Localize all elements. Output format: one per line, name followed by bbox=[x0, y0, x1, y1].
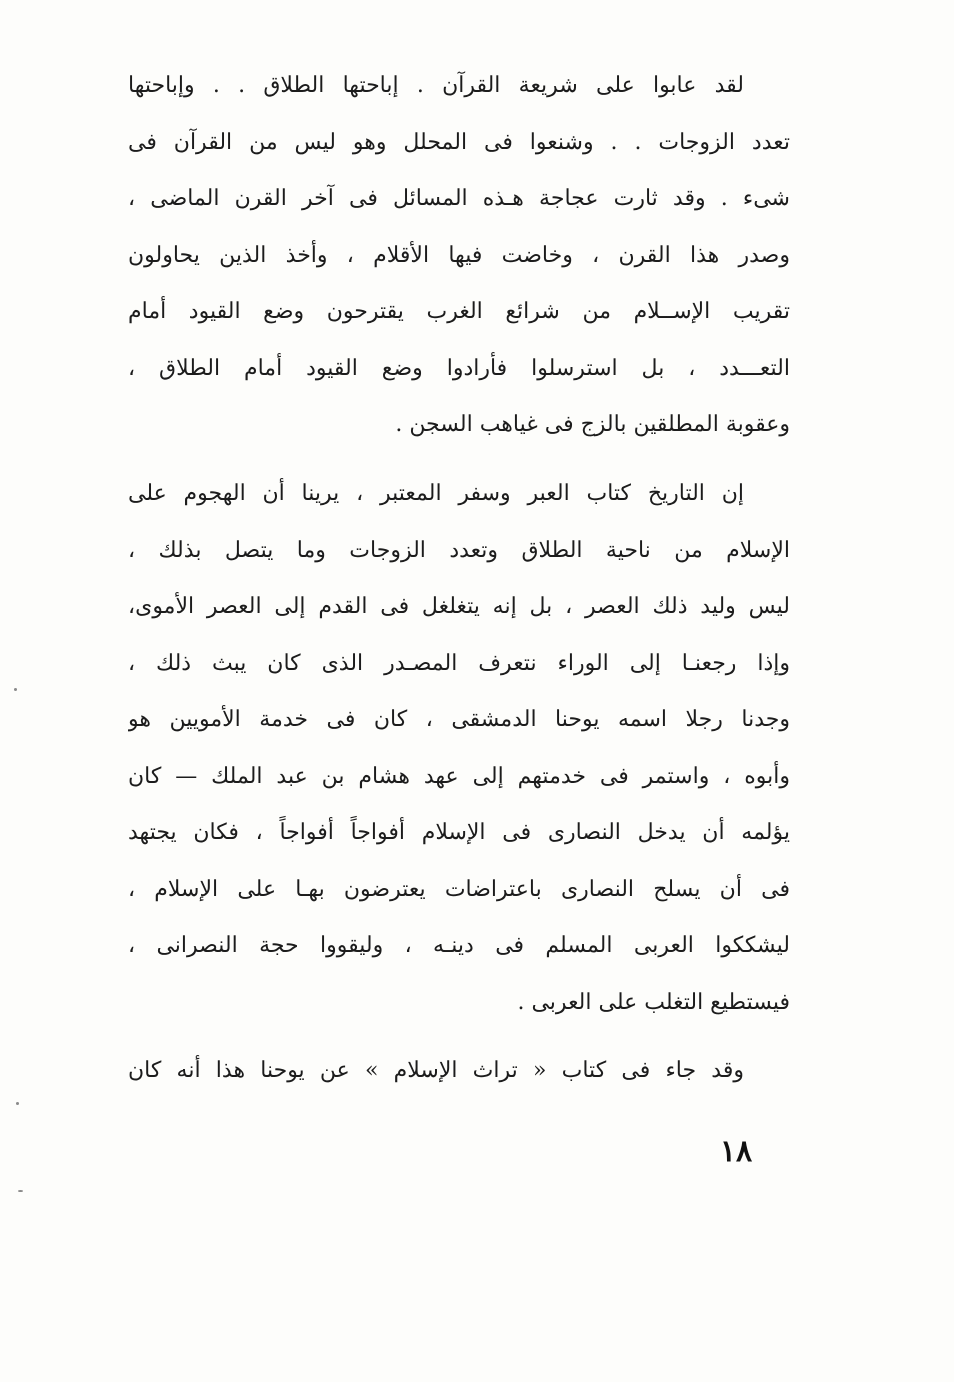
text-line: فى أن يسلح النصارى باعتراضات يعترضون بهـا على الإسلام ، bbox=[128, 876, 790, 902]
text-line: ليشككوا العربى المسلم فى دينـه ، وليقووا حجة النصرانى ، bbox=[128, 933, 790, 958]
text-line: فيستطيع التغلب على العربى . bbox=[517, 989, 790, 1015]
scan-speck bbox=[16, 1102, 19, 1105]
paragraph-2 bbox=[128, 466, 790, 1031]
text-line: ليس وليد ذلك العصر ، بل إنه يتغلغل فى القدم إلى العصر الأموى، bbox=[128, 594, 790, 619]
paragraph-3 bbox=[128, 1043, 790, 1100]
text-line: شىء . وقد ثارت عجاجة هـذه المسائل فى آخر القرن الماضى ، bbox=[128, 186, 790, 211]
text-line: الإسلام من ناحية الطلاق وتعدد الزوجات وما يتصل بذلك ، bbox=[128, 537, 790, 563]
text-line: وقد جاء فى كتاب « تراث الإسلام » عن يوحنا هذا أنه كان bbox=[128, 1058, 744, 1083]
paragraph-1 bbox=[128, 58, 790, 454]
text-line: وأبوه ، واستمر فى خدمتهم إلى عهد هشام بن عبد الملك — كان bbox=[128, 763, 790, 789]
text-line: يؤلمه أن يدخل النصارى فى الإسلام أفواجاً أفواجاً ، فكان يجتهد bbox=[128, 820, 790, 845]
text-line: لقد عابوا على شريعة القرآن . إباحتها الطلاق . . وإباحتها bbox=[128, 73, 744, 98]
text-line: وجدنا رجلا اسمه يوحنا الدمشقى ، كان فى خدمة الأمويين هو bbox=[128, 707, 790, 732]
text-line: وصدر هذا القرن ، وخاضت فيها الأقلام ، وأخذ الذين يحاولون bbox=[128, 242, 790, 268]
text-line: تعدد الزوجات . . وشنعوا فى المحلل وهو ليس من القرآن فى bbox=[128, 129, 790, 155]
page-number: ١٨ bbox=[719, 1134, 753, 1169]
text-line: التعـــدد ، بل استرسلوا فأرادوا وضع القيود أمام الطلاق ، bbox=[128, 355, 790, 381]
text-line: وإذا رجعنـا إلى الوراء نتعرف المصـدر الذى كان يبث ذلك ، bbox=[128, 650, 790, 676]
scan-speck bbox=[18, 1190, 23, 1192]
text-line: إن التاريخ كتاب العبر وسفر المعتبر ، يرينا أن الهجوم على bbox=[128, 481, 744, 506]
text-line: تقريب الإســلام من شرائع الغرب يقترحون وضع القيود أمام bbox=[128, 299, 790, 324]
scan-speck bbox=[14, 688, 17, 691]
text-line: وعقوبة المطلقين بالزج فى غياهب السجن . bbox=[395, 412, 790, 437]
